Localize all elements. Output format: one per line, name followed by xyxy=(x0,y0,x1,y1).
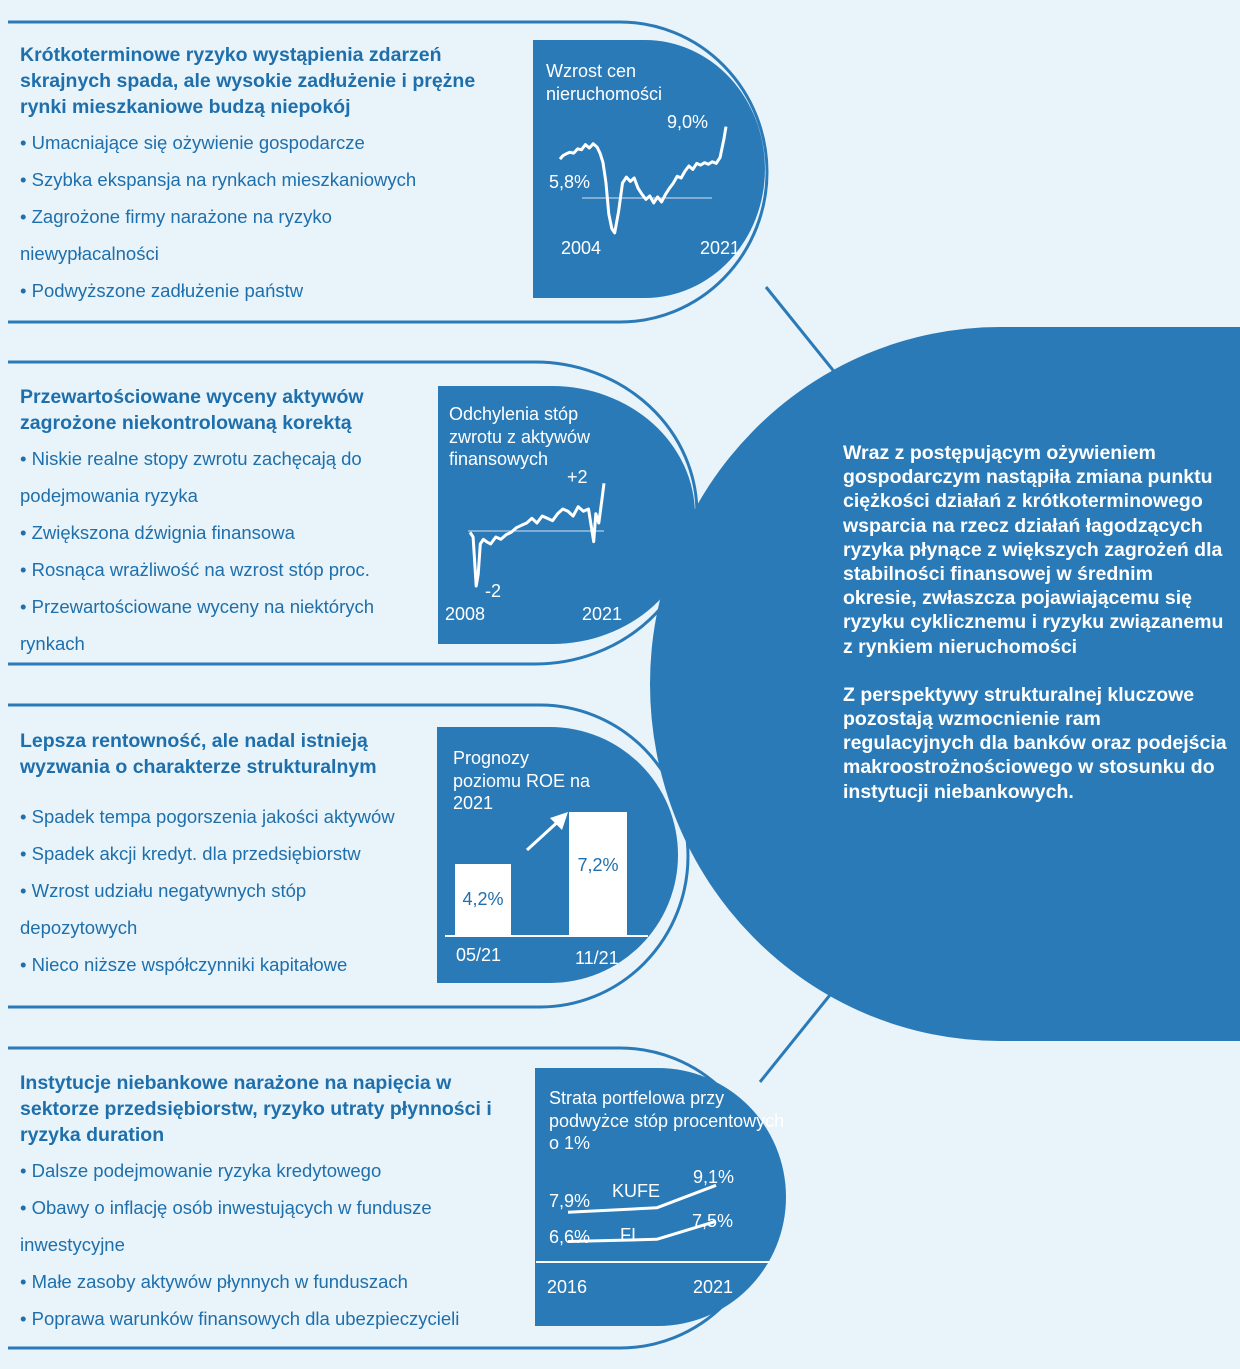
chart-4-x-end-label: 2021 xyxy=(693,1277,734,1297)
list-item: • Rosnąca wrażliwość na wzrost stóp proc. xyxy=(20,559,370,580)
panel-4 xyxy=(20,1070,520,1337)
panel-3-title: Lepsza rentowność, ale nadal istnieją wyzwania o charakterze strukturalnym xyxy=(20,730,377,778)
panel-2-bullets xyxy=(20,440,425,662)
hub-paragraph-1: Wraz z postępującym ożywieniem gospodarczym nastąpiła zmiana punktu ciężkości działań z krótkoterminowego wsparcia na rzecz działań łagodzących ryzyka płynące z większych zagrożeń dla stabilności finansowej w średnim okresie, zwłaszcza pojawiającemu się ryzyku cyklicznemu i ryzyku związanemu z rynkiem nieruchomości xyxy=(843,442,1224,658)
list-item: depozytowych xyxy=(20,917,138,938)
connector-4 xyxy=(760,985,838,1082)
hub-text xyxy=(843,441,1228,828)
bar-value-label: 7,2% xyxy=(577,855,619,876)
panel-3-bullets xyxy=(20,798,435,983)
list-item: podejmowania ryzyka xyxy=(20,485,198,506)
list-item: • Niskie realne stopy zwrotu zachęcają do xyxy=(20,448,362,469)
panel-1 xyxy=(20,42,520,309)
chart-1-x-start-label: 2004 xyxy=(561,238,602,258)
chart-2-x-end-label: 2021 xyxy=(582,604,623,624)
list-item: • Obawy o inflację osób inwestujących w fundusze xyxy=(20,1197,432,1218)
list-item: • Dalsze podejmowanie ryzyka kredytowego xyxy=(20,1160,382,1181)
panel-3 xyxy=(20,728,435,983)
chart-1-title: Wzrost cen nieruchomości xyxy=(546,61,663,104)
list-item: • Zagrożone firmy narażone na ryzyko xyxy=(20,206,332,227)
list-item: inwestycyjne xyxy=(20,1234,125,1255)
chart-2-x-start-label: 2008 xyxy=(445,604,486,624)
chart-1-end-value-label: 9,0% xyxy=(667,112,709,132)
bar-category-label: 05/21 xyxy=(456,945,502,965)
list-item: • Małe zasoby aktywów płynnych w funduszach xyxy=(20,1271,408,1292)
chart-4-kufe-end-label: 9,1% xyxy=(693,1167,735,1187)
list-item: • Szybka ekspansja na rynkach mieszkaniowych xyxy=(20,169,417,190)
chart-1-start-value-label: 5,8% xyxy=(549,172,591,192)
list-item: rynkach xyxy=(20,633,85,654)
chart-4-x-start-label: 2016 xyxy=(547,1277,588,1297)
list-item: • Spadek tempa pogorszenia jakości aktywów xyxy=(20,806,395,827)
list-item: • Wzrost udziału negatywnych stóp xyxy=(20,880,307,901)
chart-3-title: Prognozy poziomu ROE na 2021 xyxy=(453,748,591,813)
chart-4-fi-name-label: FI xyxy=(620,1225,636,1245)
panel-1-bullets xyxy=(20,124,520,309)
bar-category-label: 11/21 xyxy=(575,948,619,968)
panel-4-title: Instytucje niebankowe narażone na napięcia w sektorze przedsiębiorstw, ryzyko utraty płynności i ryzyka duration xyxy=(20,1072,492,1146)
chart-4-fi-end-label: 7,5% xyxy=(692,1211,734,1231)
list-item: • Nieco niższe współczynniki kapitałowe xyxy=(20,954,348,975)
panel-4-bullets xyxy=(20,1152,520,1337)
chart-2-min-value-label: -2 xyxy=(485,581,502,601)
chart-2-end-value-label: +2 xyxy=(567,467,588,487)
chart-4-kufe-start-label: 7,9% xyxy=(549,1191,591,1211)
panel-2 xyxy=(20,384,425,662)
list-item: • Poprawa warunków finansowych dla ubezpieczycieli xyxy=(20,1308,460,1329)
chart-2-title: Odchylenia stóp zwrotu z aktywów finansowych xyxy=(449,404,591,469)
chart-1-x-end-label: 2021 xyxy=(700,238,741,258)
list-item: • Umacniające się ożywienie gospodarcze xyxy=(20,132,365,153)
list-item: • Podwyższone zadłużenie państw xyxy=(20,280,304,301)
list-item: • Zwiększona dźwignia finansowa xyxy=(20,522,295,543)
trend-arrow-icon xyxy=(524,810,574,854)
panel-2-title: Przewartościowane wyceny aktywów zagrożone niekontrolowaną korektą xyxy=(20,386,364,434)
bar-value-label: 4,2% xyxy=(462,888,504,909)
chart-4-fi-start-label: 6,6% xyxy=(549,1227,591,1247)
list-item: • Przewartościowane wyceny na niektórych xyxy=(20,596,375,617)
panel-1-title: Krótkoterminowe ryzyko wystąpienia zdarzeń skrajnych spada, ale wysokie zadłużenie i prężne rynki mieszkaniowe budzą niepokój xyxy=(20,44,476,118)
list-item: niewypłacalności xyxy=(20,243,159,264)
chart-4-kufe-name-label: KUFE xyxy=(612,1181,661,1201)
chart-4-title: Strata portfelowa przy podwyżce stóp procentowych o 1% xyxy=(549,1088,785,1153)
list-item: • Spadek akcji kredyt. dla przedsiębiorstw xyxy=(20,843,361,864)
hub-paragraph-2: Z perspektywy strukturalnej kluczowe pozostają wzmocnienie ram regulacyjnych dla banków oraz podejścia makroostrożnościowego w stosunku do instytucji niebankowych. xyxy=(843,683,1227,803)
